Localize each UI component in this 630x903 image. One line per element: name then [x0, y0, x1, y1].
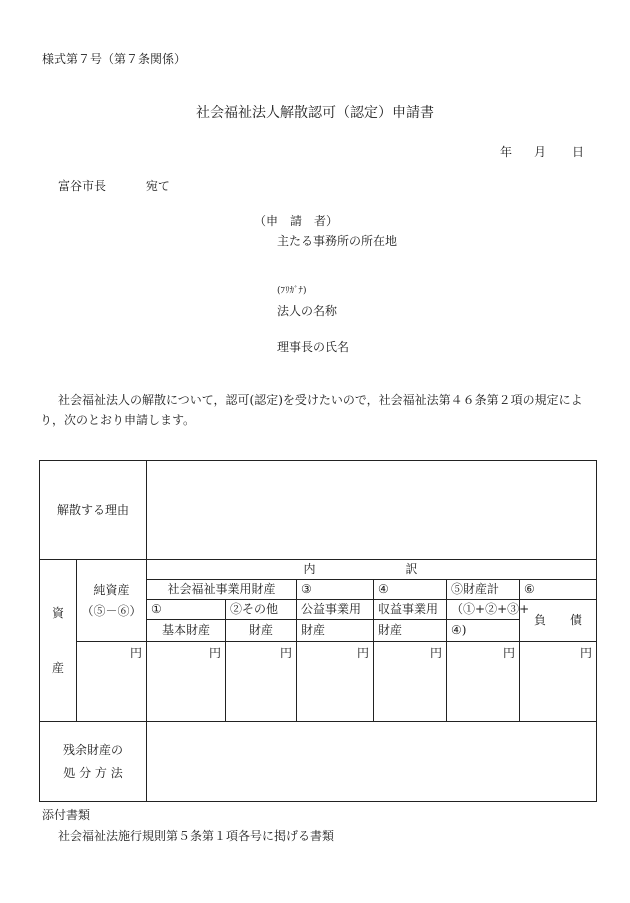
office-address-label: 主たる事務所の所在地	[277, 234, 398, 248]
col5-label-line2: （①+②+③+	[447, 600, 520, 620]
col6-number: ⑥	[520, 580, 597, 600]
col3-number: ③	[297, 580, 374, 600]
amount-total-property[interactable]: 円	[447, 642, 520, 722]
residual-disposal-field[interactable]	[147, 722, 597, 802]
col4-label-line1: 収益事業用	[374, 600, 447, 620]
residual-line1: 残余財産の	[63, 743, 124, 758]
breakdown-label: 内 訳	[303, 562, 440, 577]
reason-field[interactable]	[147, 461, 597, 560]
applicant-heading: （申 請 者）	[254, 214, 339, 228]
addressee-mayor: 富谷市長	[58, 179, 107, 193]
col1-label: 基本財産	[147, 620, 226, 642]
business-property-header: 社会福祉事業用財産	[147, 580, 297, 600]
reason-label: 解散する理由	[40, 461, 147, 560]
addressee-suffix: 宛て	[145, 179, 170, 193]
net-assets-line2: （⑤－⑥）	[81, 603, 142, 618]
assets-side-label	[40, 560, 77, 722]
net-assets-label	[77, 560, 147, 642]
form-number: 様式第７号（第７条関係）	[42, 52, 187, 66]
col2-number: ②その他	[226, 600, 297, 620]
dissolution-form-table	[39, 460, 597, 802]
amount-profit-business-property[interactable]: 円	[374, 642, 447, 722]
corporation-name-label: 法人の名称	[277, 304, 338, 318]
col4-label-line2: 財産	[374, 620, 447, 642]
col6-label: 負 債	[520, 600, 597, 642]
date-day: 日	[571, 145, 584, 159]
amount-liabilities[interactable]: 円	[520, 642, 597, 722]
col5-label-line1: ⑤財産計	[447, 580, 520, 600]
breakdown-header	[147, 560, 597, 580]
residual-line2: 処 分 方 法	[63, 765, 123, 780]
attachments-heading: 添付書類	[42, 808, 91, 822]
amount-basic-property[interactable]: 円	[147, 642, 226, 722]
assets-label-top: 資	[51, 606, 64, 621]
col3-label-line2: 財産	[297, 620, 374, 642]
col2-label: 財産	[226, 620, 297, 642]
assets-label-bottom: 産	[51, 660, 64, 675]
col3-label-line1: 公益事業用	[297, 600, 374, 620]
attachments-detail: 社会福祉法施行規則第５条第１項各号に掲げる書類	[58, 829, 335, 843]
amount-net-assets[interactable]: 円	[77, 642, 147, 722]
amount-public-interest-property[interactable]: 円	[297, 642, 374, 722]
date-month: 月	[533, 145, 546, 159]
amount-other-property[interactable]: 円	[226, 642, 297, 722]
col5-label-line3: ④)	[447, 620, 520, 642]
addressee	[58, 180, 170, 192]
application-statement: 社会福祉法人の解散について，認可(認定)を受けたいので，社会福祉法第４６条第２項の規定により，次のとおり申請します。	[40, 393, 583, 427]
date-year: 年	[499, 145, 512, 159]
col1-number: ①	[147, 600, 226, 620]
chairperson-name-label: 理事長の氏名	[277, 340, 350, 354]
net-assets-line1: 純資産	[93, 583, 130, 598]
residual-assets-label	[40, 722, 147, 802]
date-line	[500, 146, 584, 158]
furigana-label: (ﾌﾘｶﾞﾅ)	[277, 286, 307, 296]
col4-number: ④	[374, 580, 447, 600]
document-title: 社会福祉法人解散認可（認定）申請書	[196, 105, 434, 121]
